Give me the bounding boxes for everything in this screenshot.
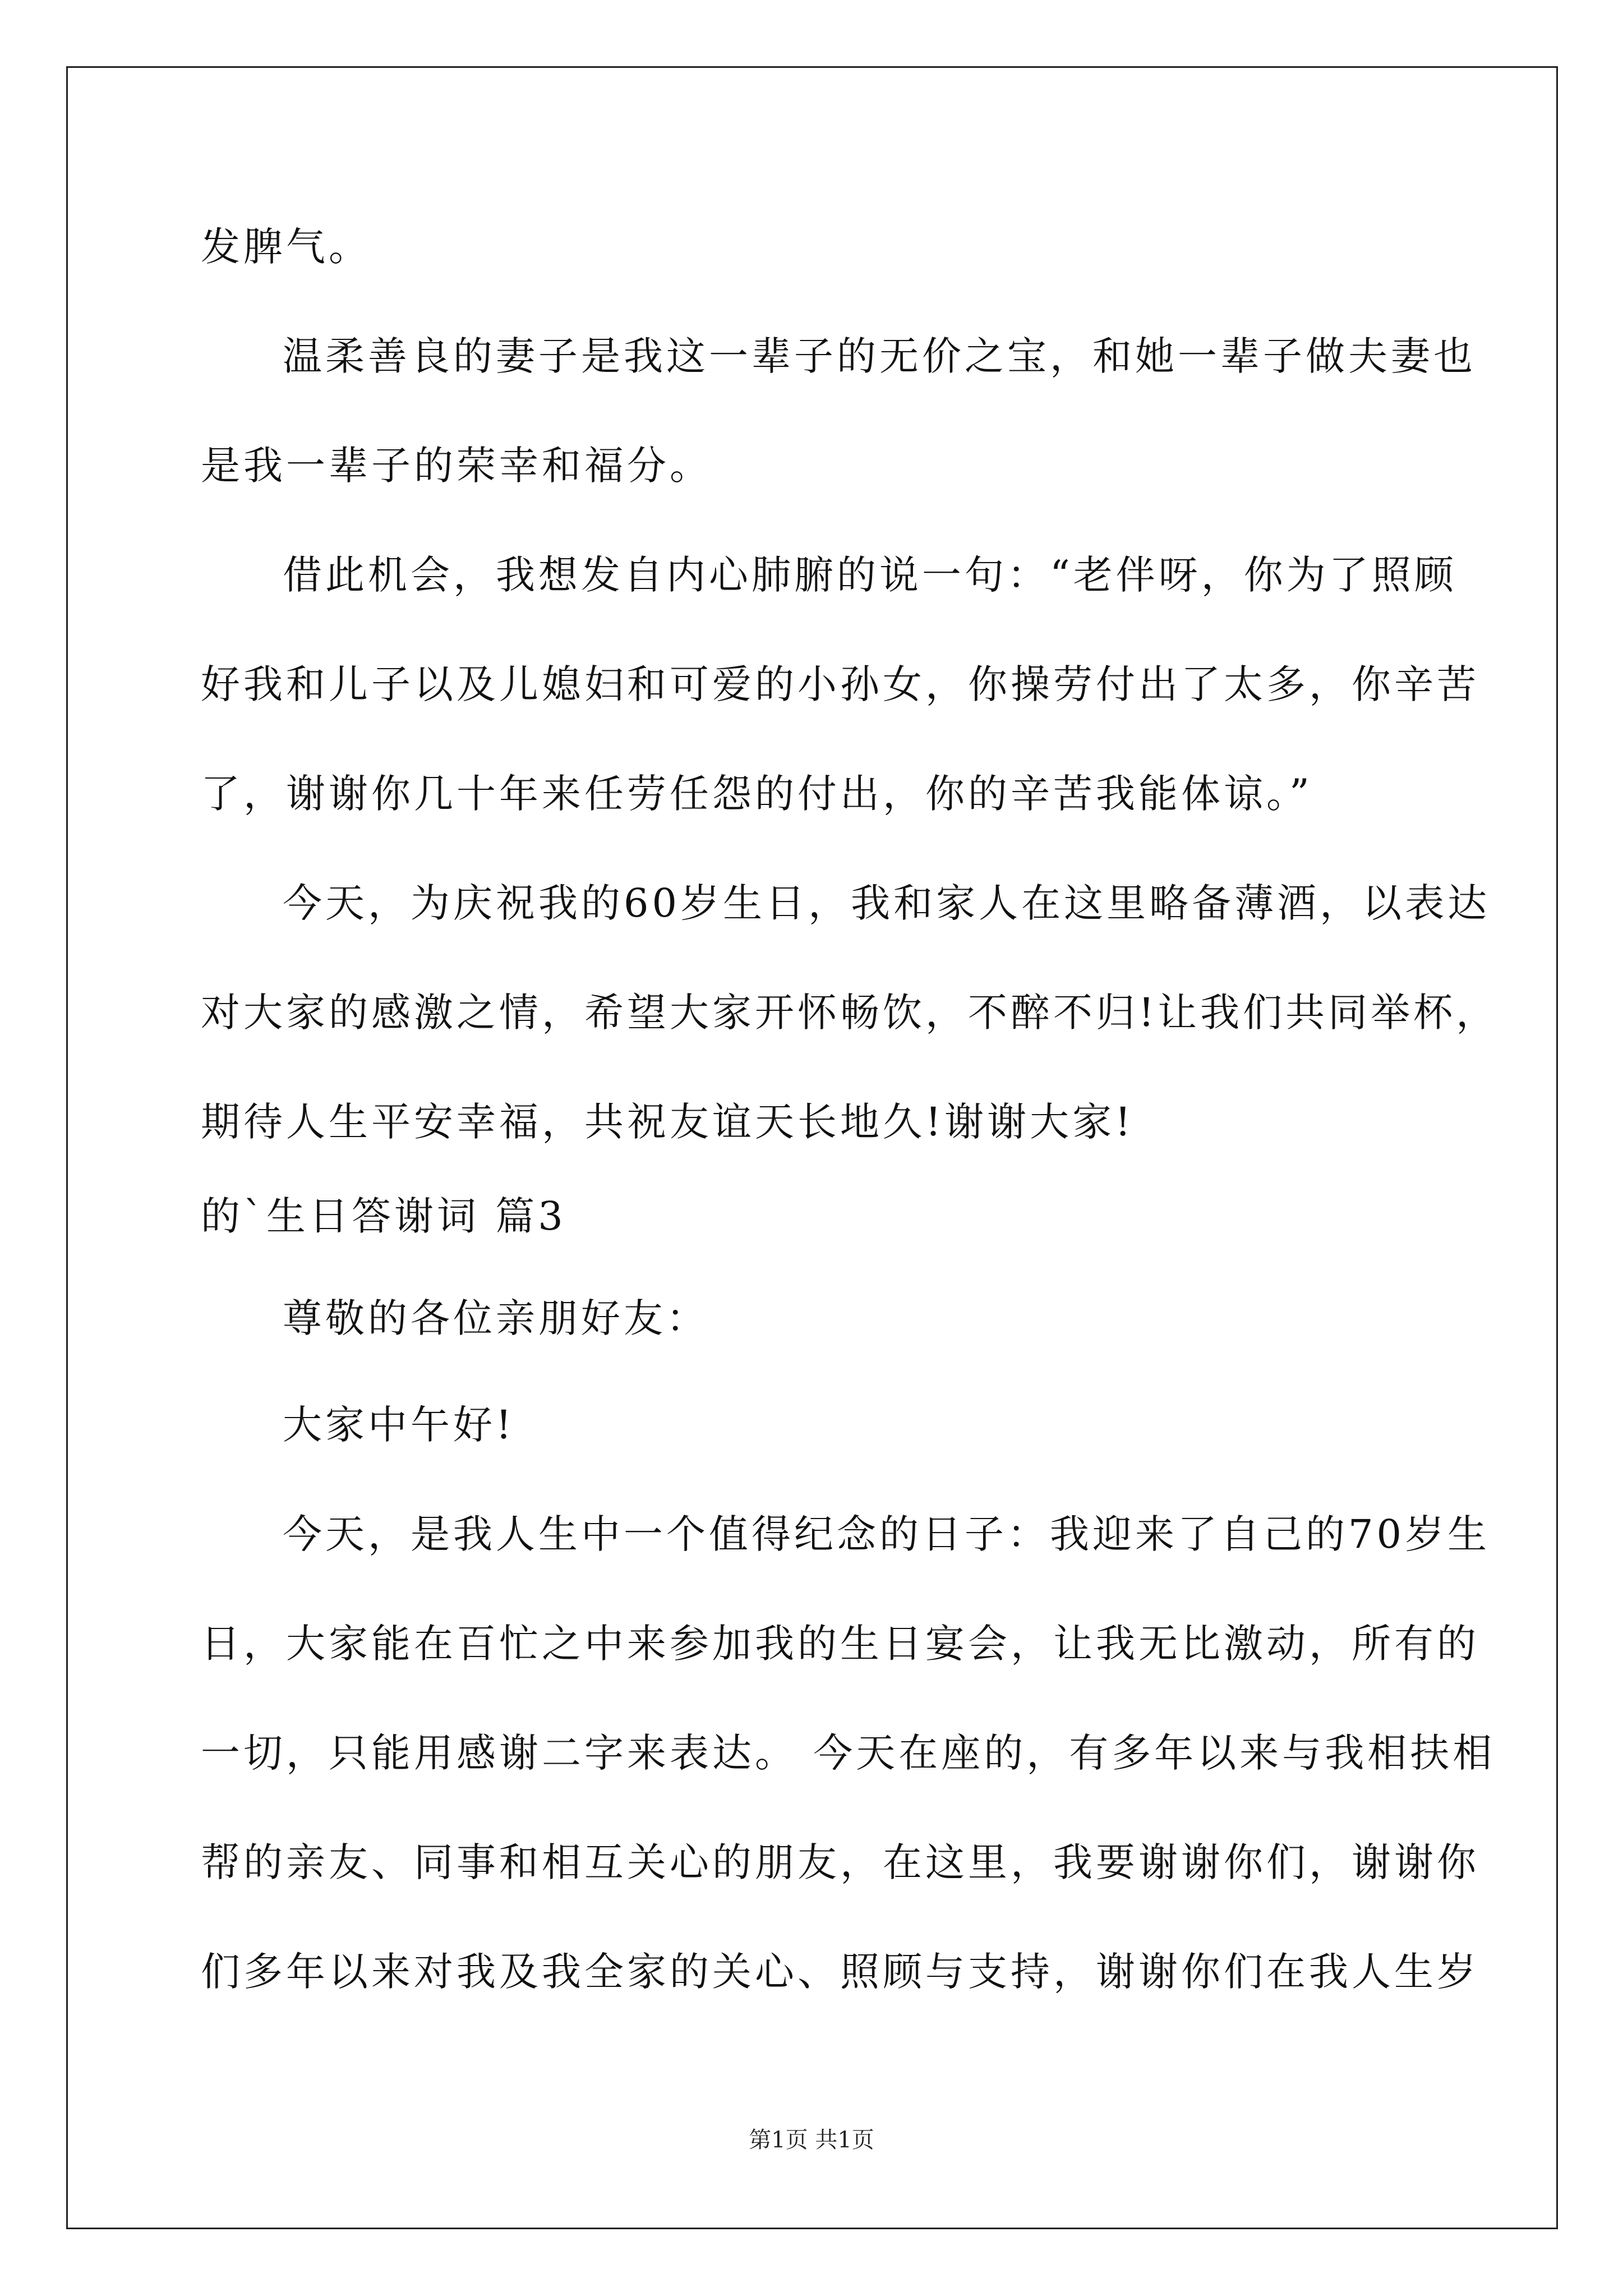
text-line: 们多年以来对我及我全家的关心、照顾与支持，谢谢你们在我人生岁 bbox=[201, 1949, 1479, 1995]
page-border bbox=[66, 66, 1558, 2229]
section-heading: 的`生日答谢词 篇3 bbox=[201, 1193, 566, 1239]
text-line: 一切，只能用感谢二字来表达。 今天在座的，有多年以来与我相扶相 bbox=[201, 1730, 1496, 1776]
page-number: 第1页 共1页 bbox=[749, 2127, 874, 2153]
text-line: 发脾气。 bbox=[201, 224, 371, 270]
text-line: 好我和儿子以及儿媳妇和可爱的小孙女，你操劳付出了太多，你辛苦 bbox=[201, 661, 1479, 707]
text-line: 日，大家能在百忙之中来参加我的生日宴会，让我无比激动，所有的 bbox=[201, 1621, 1479, 1667]
text-line: 帮的亲友、同事和相互关心的朋友，在这里，我要谢谢你们，谢谢你 bbox=[201, 1839, 1479, 1885]
text-line: 今天，是我人生中一个值得纪念的日子：我迎来了自己的70岁生 bbox=[283, 1511, 1491, 1557]
text-line: 借此机会，我想发自内心肺腑的说一句：“老伴呀，你为了照顾 bbox=[283, 552, 1457, 598]
text-line: 大家中午好! bbox=[283, 1402, 515, 1448]
greeting: 尊敬的各位亲朋好友： bbox=[283, 1295, 709, 1341]
text-line: 今天，为庆祝我的60岁生日，我和家人在这里略备薄酒，以表达 bbox=[283, 880, 1491, 926]
text-line: 了，谢谢你几十年来任劳任怨的付出，你的辛苦我能体谅。” bbox=[201, 771, 1313, 817]
text-line: 温柔善良的妻子是我这一辈子的无价之宝，和她一辈子做夫妻也 bbox=[283, 333, 1476, 379]
text-line: 期待人生平安幸福，共祝友谊天长地久!谢谢大家! bbox=[201, 1099, 1135, 1145]
text-line: 对大家的感激之情，希望大家开怀畅饮，不醉不归!让我们共同举杯， bbox=[201, 990, 1499, 1036]
text-line: 是我一辈子的荣幸和福分。 bbox=[201, 443, 712, 489]
